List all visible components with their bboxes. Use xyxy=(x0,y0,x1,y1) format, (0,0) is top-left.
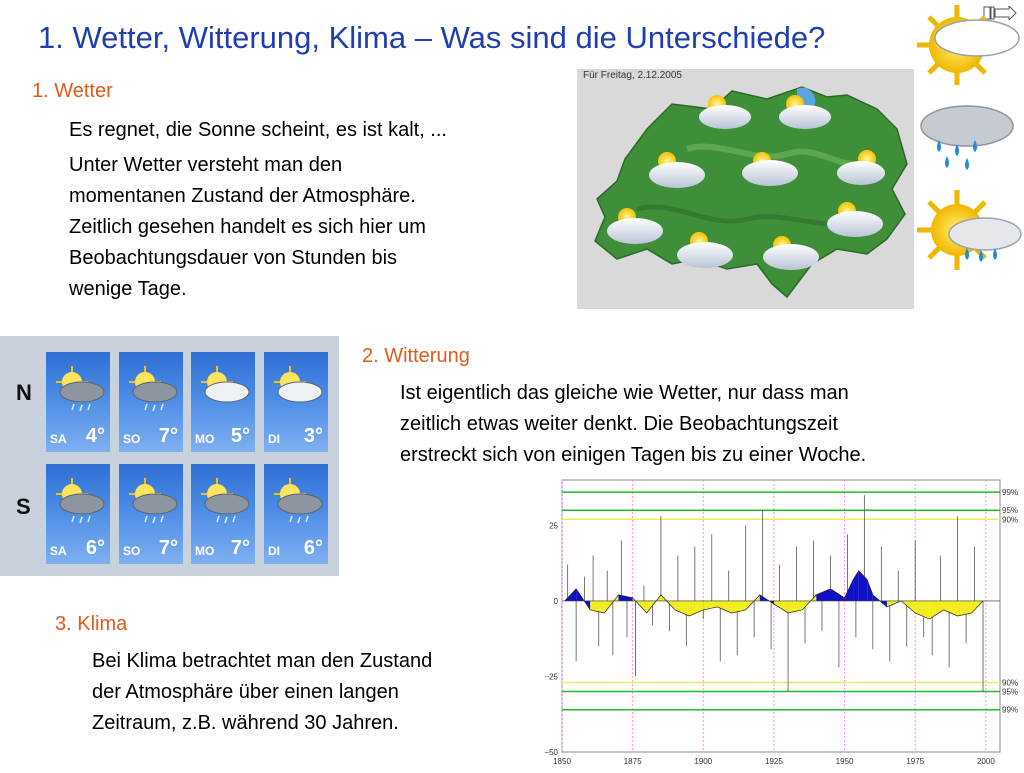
forecast-temperature: 5° xyxy=(230,425,250,447)
forecast-tile xyxy=(264,352,328,452)
threshold-label: 99% xyxy=(1002,488,1019,498)
y-tick-label: 25 xyxy=(549,521,558,531)
forecast-day: DI xyxy=(268,432,280,446)
region-label-north: N xyxy=(16,380,32,405)
cloud-rain-sun-icon xyxy=(46,468,110,538)
text-line: erstreckt sich von einigen Tagen bis zu einer Woche. xyxy=(400,444,867,466)
text-line: Zeitlich gesehen handelt es sich hier um xyxy=(69,216,426,238)
cloud-rain-icon xyxy=(921,106,1013,170)
switzerland-weather-map xyxy=(577,69,914,309)
threshold-label: 99% xyxy=(1002,705,1019,715)
cloud-rain-sun-icon xyxy=(119,468,183,538)
klima-definition xyxy=(92,646,532,739)
forecast-tile xyxy=(191,464,255,564)
x-tick-label: 1900 xyxy=(694,757,713,766)
text-line: momentanen Zustand der Atmosphäre. xyxy=(69,185,416,207)
forecast-day: MO xyxy=(195,432,215,446)
forecast-tile xyxy=(46,352,110,452)
wetter-example: Es regnet, die Sonne scheint, es ist kalt, ... xyxy=(69,119,447,141)
forecast-temperature: 6° xyxy=(303,537,323,559)
x-tick-label: 1925 xyxy=(765,757,783,766)
forecast-day: MO xyxy=(195,544,215,558)
y-tick-label: 0 xyxy=(553,596,558,606)
x-tick-label: 1950 xyxy=(835,757,854,766)
threshold-label: 90% xyxy=(1002,678,1019,688)
sun-rain-icon xyxy=(917,190,1021,270)
forecast-temperature: 7° xyxy=(158,425,178,447)
forecast-tile xyxy=(119,352,183,452)
text-line: Ist eigentlich das gleiche wie Wetter, nur dass man xyxy=(400,382,849,404)
weather-legend-icons xyxy=(917,0,1024,310)
text-line: Zeitraum, z.B. während 30 Jahren. xyxy=(92,712,399,734)
text-line: wenige Tage. xyxy=(69,278,187,300)
cloud-rain-sun-icon xyxy=(264,468,328,538)
forecast-temperature: 7° xyxy=(158,537,178,559)
x-tick-label: 2000 xyxy=(976,757,995,766)
wetter-definition xyxy=(69,150,569,305)
forecast-day: SA xyxy=(50,544,67,558)
section-heading-klima: 3. Klima xyxy=(55,613,128,635)
x-tick-label: 1975 xyxy=(906,757,925,766)
page-title: 1. Wetter, Witterung, Klima – Was sind die Unterschiede? xyxy=(38,20,826,55)
text-line: Beobachtungsdauer von Stunden bis xyxy=(69,247,398,269)
forecast-temperature: 3° xyxy=(303,425,323,447)
x-tick-label: 1875 xyxy=(623,757,642,766)
cloud-rain-sun-icon xyxy=(191,468,255,538)
cloud-sun-icon xyxy=(264,356,328,426)
y-tick-label: −50 xyxy=(544,748,558,757)
climate-chart xyxy=(532,476,1024,768)
map-caption: Für Freitag, 2.12.2005 xyxy=(583,70,682,81)
cloud-rain-sun-icon xyxy=(46,356,110,426)
cloud-sun-icon xyxy=(917,5,1019,85)
forecast-day: SA xyxy=(50,432,67,446)
forecast-tile xyxy=(46,464,110,564)
forecast-panel xyxy=(0,336,339,576)
forecast-tile xyxy=(191,352,255,452)
forecast-day: DI xyxy=(268,544,280,558)
threshold-label: 90% xyxy=(1002,515,1019,525)
threshold-label: 95% xyxy=(1002,687,1019,697)
region-label-south: S xyxy=(16,494,31,519)
cloud-rain-sun-icon xyxy=(119,356,183,426)
forecast-day: SO xyxy=(123,432,141,446)
witterung-definition xyxy=(400,378,1020,471)
y-tick-label: −25 xyxy=(544,672,558,682)
x-tick-label: 1850 xyxy=(553,757,571,766)
text-line: der Atmosphäre über einen langen xyxy=(92,681,399,703)
forecast-tile xyxy=(119,464,183,564)
section-heading-wetter: 1. Wetter xyxy=(32,80,113,102)
text-line: Bei Klima betrachtet man den Zustand xyxy=(92,650,433,672)
forecast-day: SO xyxy=(123,544,141,558)
text-line: zeitlich etwas weiter denkt. Die Beobachtungszeit xyxy=(400,413,839,435)
forecast-temperature: 6° xyxy=(85,537,105,559)
text-line: Unter Wetter versteht man den xyxy=(69,154,343,176)
section-heading-witterung: 2. Witterung xyxy=(362,345,470,367)
cloud-sun-icon xyxy=(191,356,255,426)
threshold-label: 95% xyxy=(1002,506,1019,516)
forecast-temperature: 4° xyxy=(85,425,105,447)
forecast-tile xyxy=(264,464,328,564)
forecast-temperature: 7° xyxy=(230,537,250,559)
